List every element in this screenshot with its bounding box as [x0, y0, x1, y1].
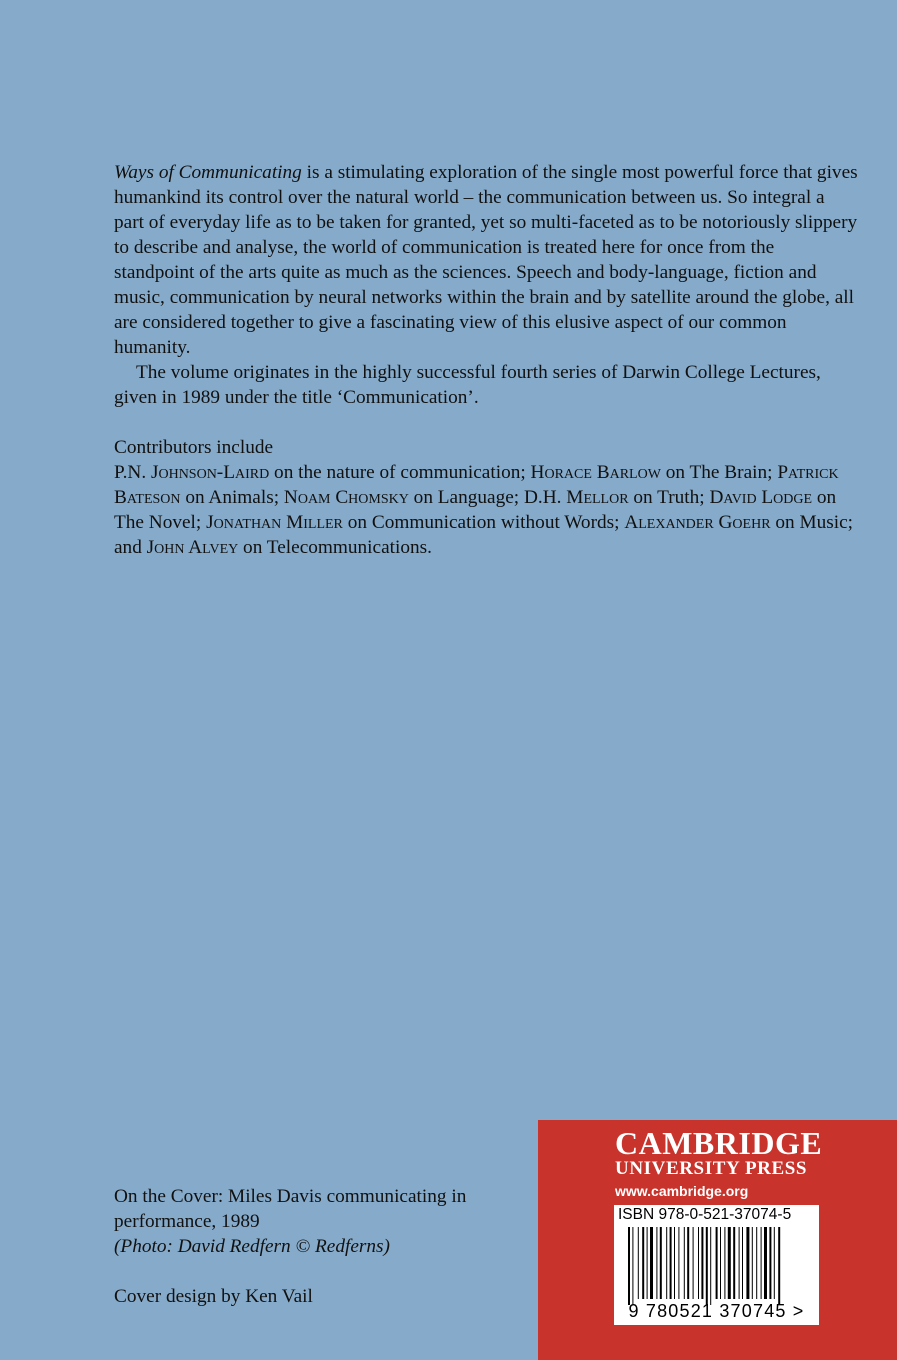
publisher-panel	[538, 1120, 897, 1360]
blurb-paragraph-1-text: is a stimulating exploration of the single most powerful force that gives humankind its control over the natural world – the communication between us. So integral a part of everyday life as to be taken for granted, yet so multi-faceted as to be notoriously slippery to describe and analyse, the world of communication is treated here for once from the standpoint of the arts quite as much as the sciences. Speech and body-language, fiction and music, communication by neural networks within the brain and by satellite around the globe, all are considered together to give a fascinating view of this elusive aspect of our common humanity.	[114, 162, 858, 358]
publisher-subtitle: UNIVERSITY PRESS	[615, 1158, 808, 1179]
contributors-heading: Contributors include	[114, 437, 274, 458]
contributor-topic: on the nature of communication;	[269, 462, 531, 483]
cover-design-credit: Cover design by Ken Vail	[114, 1286, 313, 1307]
cover-photo-credit: (Photo: David Redfern © Redferns)	[114, 1236, 390, 1257]
contributor-name: Horace Barlow	[530, 462, 661, 483]
publisher-url: www.cambridge.org	[615, 1183, 749, 1199]
contributors-list	[114, 460, 859, 560]
contributor-topic: on The Brain;	[660, 462, 778, 483]
contributor-topic: on The Novel;	[114, 487, 837, 533]
contributor-name: David Lodge	[709, 487, 813, 508]
blurb	[114, 160, 859, 560]
contributor-name: Jonathan Miller	[206, 512, 343, 533]
contributor-topic: on Telecommunications.	[238, 537, 432, 558]
contributor-name: John Alvey	[146, 537, 239, 558]
cover-photo-note	[114, 1184, 534, 1259]
isbn-label: ISBN 978-0-521-37074-5	[618, 1206, 792, 1223]
contributor-name: Patrick Bateson	[114, 462, 839, 508]
contributor-name: Noam Chomsky	[283, 487, 409, 508]
contributor-topic: on Language;	[408, 487, 524, 508]
contributor-topic: on Animals;	[180, 487, 284, 508]
blurb-paragraph-2: The volume originates in the highly successful fourth series of Darwin College Lectures, given in 1989 under the title ‘Communication’.	[114, 362, 821, 408]
contributor-topic: on Truth;	[628, 487, 710, 508]
barcode-digits: 9 780521 370745 >	[628, 1301, 805, 1321]
publisher-name: CAMBRIDGE	[615, 1125, 823, 1161]
cover-photo-caption: On the Cover: Miles Davis communicating in performance, 1989	[114, 1186, 467, 1232]
contributor-topic: on Communication without Words;	[342, 512, 625, 533]
blurb-paragraph-1	[114, 160, 859, 360]
contributor-topic: on Music; and	[114, 512, 854, 558]
contributor-name: D.H. Mellor	[523, 487, 629, 508]
book-title: Ways of Communicating	[114, 162, 302, 183]
barcode-box	[614, 1205, 819, 1325]
contributor-name: P.N. Johnson-Laird	[114, 462, 270, 483]
contributor-name: Alexander Goehr	[624, 512, 771, 533]
